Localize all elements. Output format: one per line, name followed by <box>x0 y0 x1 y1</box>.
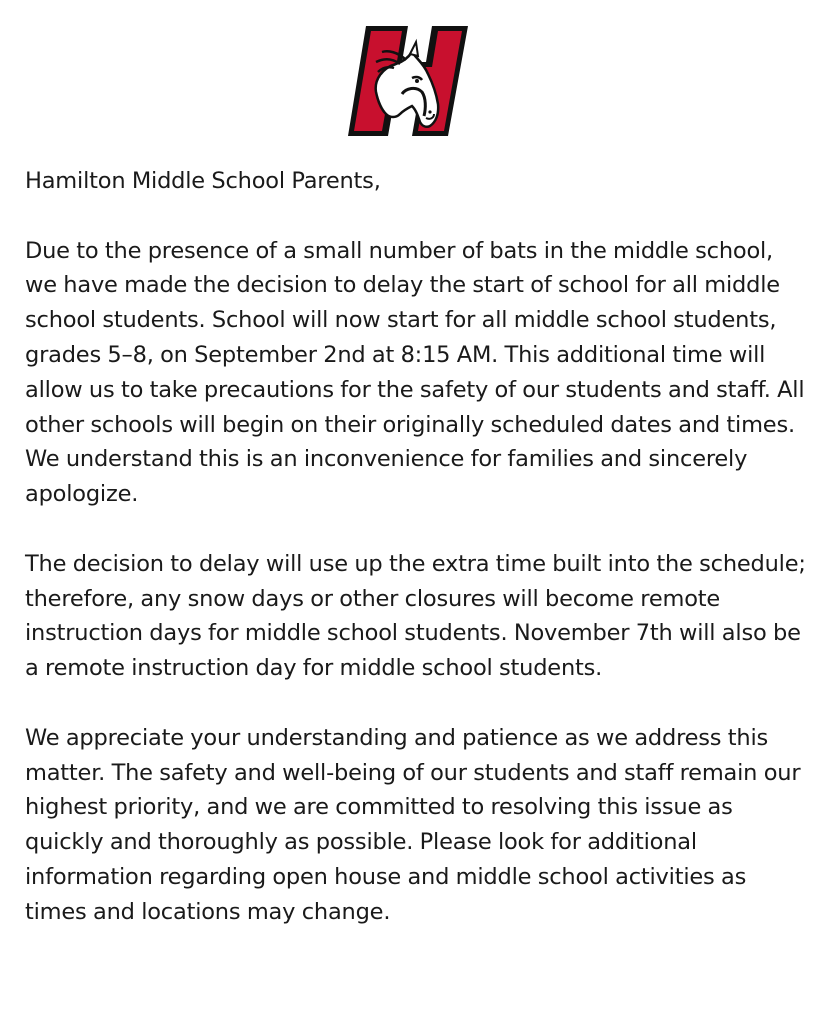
letter-greeting: Hamilton Middle School Parents, <box>25 168 381 194</box>
school-logo <box>346 22 470 140</box>
horse-h-logo-icon <box>346 22 470 140</box>
letter-paragraph: We appreciate your understanding and patience as we address this matter. The safety and well-being of our students and staff remain our highest priority, and we are committed to resolving this issue as quickly and thoroughly as possible. Please look for additional information regarding open house and middle school activities as times and locations may change. <box>25 724 801 925</box>
letter-paragraph: The decision to delay will use up the extra time built into the schedule; therefore, any snow days or other closures will become remote instruction days for middle school students. November 7th will also be a remote instruction day for middle school students. <box>25 550 806 682</box>
letter-paragraph: Due to the presence of a small number of bats in the middle school, we have made the decision to delay the start of school for all middle school students. School will now start for all middle school students, grades 5–8, on September 2nd at 8:15 AM. This additional time will allow us to take precautions for the safety of our students and staff. All other schools will begin on their originally scheduled dates and times. We understand this is an inconvenience for families and sincerely apologize. <box>25 237 805 508</box>
letter-body <box>25 164 810 930</box>
